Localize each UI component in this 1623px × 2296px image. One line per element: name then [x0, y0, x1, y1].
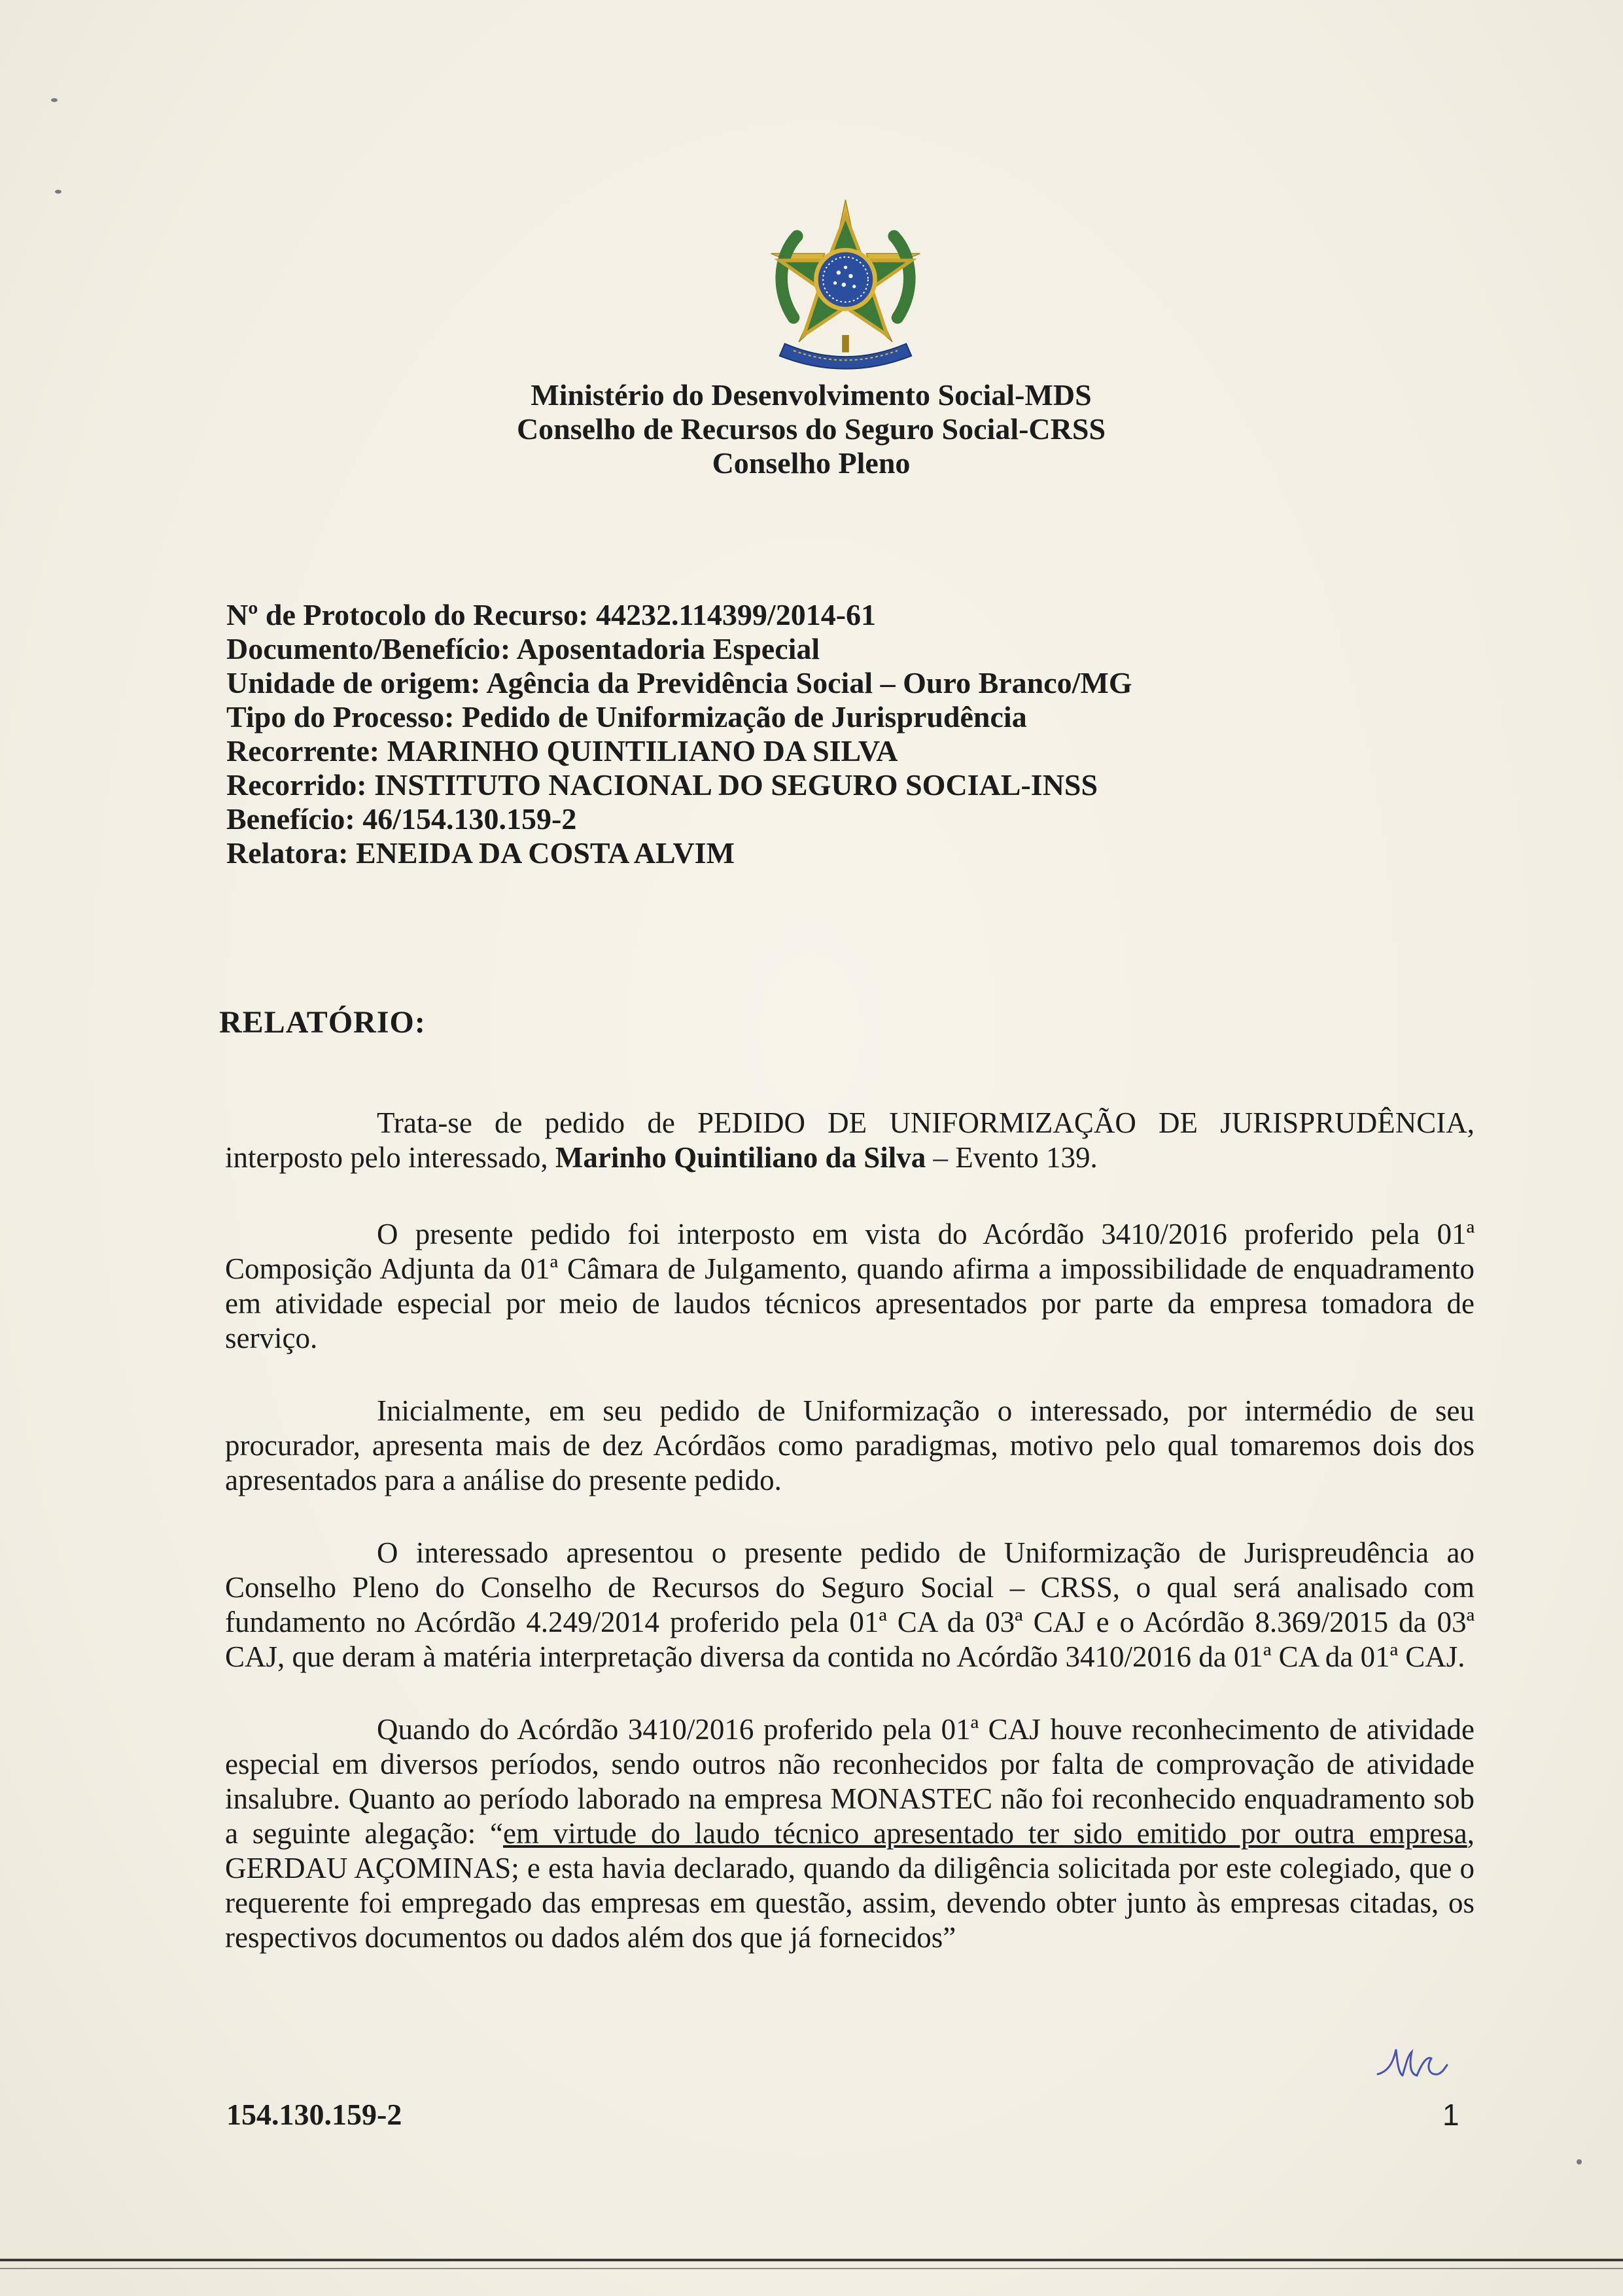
rapporteur-value: ENEIDA DA COSTA ALVIM — [355, 836, 735, 870]
respondent-value: INSTITUTO NACIONAL DO SEGURO SOCIAL-INSS — [374, 768, 1098, 802]
document-label: Documento/Benefício: — [226, 632, 511, 665]
paragraph-1-tail: – Evento 139. — [926, 1141, 1098, 1174]
process-type-line — [226, 700, 1404, 734]
scan-speck — [51, 98, 58, 102]
respondent-line — [226, 768, 1404, 802]
paragraph-2: O presente pedido foi interposto em vista do Acórdão 3410/2016 proferido pela 01ª Composição Adjunta da 01ª Câmara de Julgamento, quando afirma a impossibilidade de enquadramento em atividade especial por meio de laudos técnicos apresentados por parte da empresa tomadora de serviço. — [225, 1218, 1475, 1354]
benefit-label: Benefício: — [226, 802, 355, 836]
rapporteur-line — [226, 836, 1404, 870]
process-type-label: Tipo do Processo: — [226, 700, 455, 733]
paragraph-3: Inicialmente, em seu pedido de Uniformização o interessado, por intermédio de seu procurador, apresenta mais de dez Acórdãos como paradigmas, motivo pelo qual tomaremos dois dos apresentados para a análise do presente pedido. — [225, 1394, 1475, 1496]
appellant-value: MARINHO QUINTILIANO DA SILVA — [387, 734, 898, 768]
interested-party-name: Marinho Quintiliano da Silva — [555, 1141, 926, 1174]
protocol-label: Nº de Protocolo do Recurso: — [226, 598, 589, 631]
paragraph-1 — [225, 1106, 1475, 1175]
paragraph-5 — [225, 1712, 1475, 1955]
scan-speck — [55, 190, 61, 194]
origin-unit-line — [226, 666, 1404, 700]
scan-speck — [1577, 2159, 1582, 2164]
paragraph-1-text: Trata-se de pedido de PEDIDO DE UNIFORMIZAÇÃO DE JURISPRUDÊNCIA, interposto pelo interessado, — [225, 1106, 1475, 1174]
benefit-line — [226, 802, 1404, 836]
process-type-value: Pedido de Uniformização de Jurisprudência — [461, 700, 1027, 733]
document-header — [458, 378, 1164, 480]
report-section-title: RELATÓRIO: — [219, 1005, 426, 1040]
protocol-line — [226, 598, 1404, 632]
paragraph-4: O interessado apresentou o presente pedido de Uniformização de Jurispreudência ao Conselho Pleno do Conselho de Recursos do Seguro Social – CRSS, o qual será analisado com fundamento no Acórdão 4.249/2014 proferido pela 01ª CA da 03ª CAJ e o Acórdão 8.369/2015 da 03ª CAJ, que deram à matéria interpretação diversa da contida no Acórdão 3410/2016 da 01ª CA da 01ª CAJ. — [225, 1536, 1475, 1673]
document-line — [226, 632, 1404, 666]
ministry-name: Ministério do Desenvolvimento Social-MDS — [531, 378, 1092, 412]
paragraph-5-text: Quando do Acórdão 3410/2016 proferido pela 01ª CAJ houve reconhecimento de atividade especial em diversos períodos, sendo outros não reconhecidos por falta de comprovação de atividade insalubre. Quanto ao período laborado na empresa MONASTEC não foi reconhecido enquadramento sob a seguinte alegação: “ — [225, 1713, 1475, 1850]
document-value: Aposentadoria Especial — [516, 632, 820, 665]
origin-unit-label: Unidade de origem: — [226, 666, 481, 699]
case-metadata — [226, 598, 1404, 870]
origin-unit-value: Agência da Previdência Social – Ouro Branco/MG — [486, 666, 1132, 699]
appellant-label: Recorrente: — [226, 734, 380, 768]
respondent-label: Recorrido: — [226, 768, 367, 802]
benefit-value: 46/154.130.159-2 — [362, 802, 577, 836]
brazil-coat-of-arms-emblem — [759, 196, 932, 370]
page-bottom-edge — [0, 2259, 1623, 2261]
page-bottom-edge-shadow — [0, 2268, 1623, 2269]
protocol-value: 44232.114399/2014-61 — [595, 598, 877, 631]
footer-benefit-number: 154.130.159-2 — [226, 2098, 402, 2131]
paragraph-5-tail: , GERDAU AÇOMINAS; e esta havia declarado, quando da diligência solicitada por este colegiado, que o requerente foi empregado das empresas em questão, assim, devendo obter junto às empresas citadas, os respectivos documentos ou dados além dos que já fornecidos” — [225, 1817, 1475, 1954]
page-number: 1 — [1442, 2098, 1459, 2132]
underlined-quote: em virtude do laudo técnico apresentado ter sido emitido por outra empresa — [503, 1817, 1467, 1850]
handwritten-initials-signature — [1374, 2036, 1452, 2089]
report-body — [225, 1106, 1475, 1993]
appellant-line — [226, 734, 1404, 768]
council-name: Conselho de Recursos do Seguro Social-CRSS — [516, 412, 1106, 446]
council-section: Conselho Pleno — [712, 446, 911, 480]
rapporteur-label: Relatora: — [226, 836, 349, 870]
